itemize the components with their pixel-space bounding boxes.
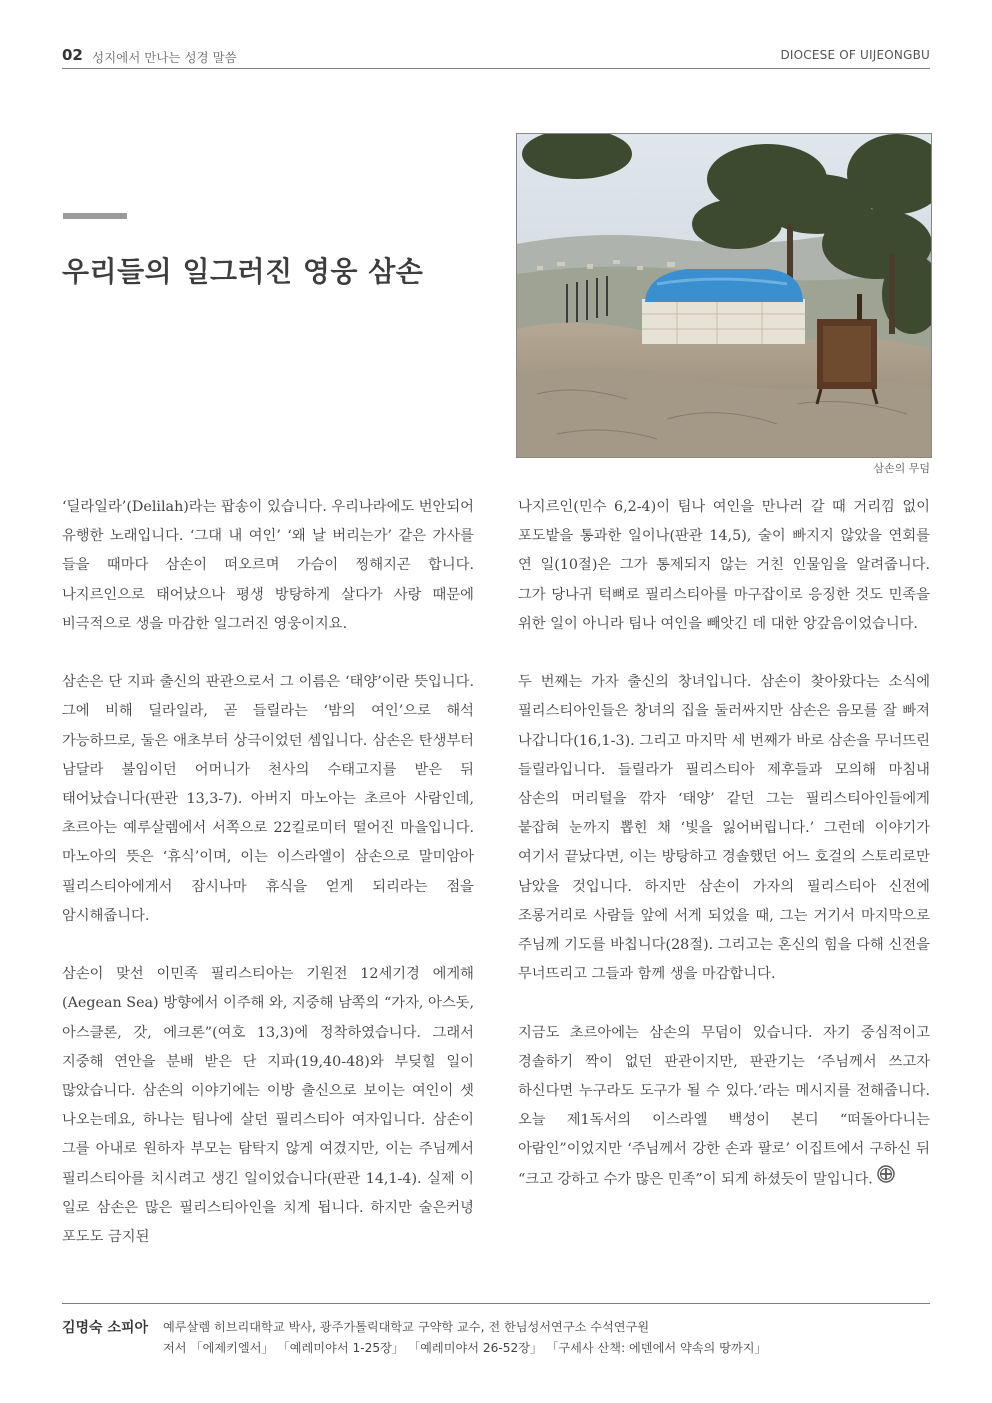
section-title: 성지에서 만나는 성경 말씀 — [92, 50, 237, 65]
paragraph: 삼손이 맞선 이민족 필리스티아는 기원전 12세기경 에게해(Aegean Sea) 방향에서 이주해 와, 지중해 남쪽의 “가자, 아스돗, 아스클론, 갓, 에크론”(여호 13,3)에 정착하였습니다. 그래서 지중해 연안을 분배 받은 단 지파(19,40-48)와 부딪힐 일이 많았습니다. 삼손의 이야기에는 이방 출신으로 보이는 여인이 셋 나오는데요, 하나는 팀나에 살던 필리스티아 여자입니다. 삼손이 그를 아내로 원하자 부모는 탐탁지 않게 여겼지만, 이는 주님께서 필리스티아를 치시려고 생긴 일이었습니다(판관 14,1-4). 실제 이 일로 삼손은 많은 필리스티아인을 치게 됩니다. 하지만 술은커녕 포도도 금지된 — [62, 966, 474, 1246]
page-header — [62, 44, 930, 69]
cross-medallion-icon — [877, 1165, 895, 1194]
paragraph: ‘딜라일라’(Delilah)라는 팝송이 있습니다. 우리나라에도 번안되어 유행한 노래입니다. ‘그대 내 여인’ ‘왜 날 버리는가’ 같은 가사를 들을 때마다 삼손이 떠오르며 가슴이 찡해지곤 합니다. 나지르인으로 태어났으나 평생 방탕하게 살다가 사랑 때문에 비극적으로 생을 마감한 일그러진 영웅이지요. — [62, 499, 474, 632]
page-number: 02 — [62, 46, 83, 64]
author-name: 김명숙 소피아 — [62, 1320, 149, 1336]
paragraph: 삼손은 단 지파 출신의 판관으로서 그 이름은 ‘태양’이란 뜻입니다. 그에 비해 딜라일라, 곧 들릴라는 ‘밤의 여인’으로 해석 가능하므로, 둘은 애초부터 상극이었던 셈입니다. 삼손은 탄생부터 남달라 불임이던 어머니가 천사의 수태고지를 받은 뒤 태어났습니다(판관 13,3-7). 아버지 마노아는 초르아 사람인데, 초르아는 예루살렘에서 서쪽으로 22킬로미터 떨어진 마을입니다. 마노아의 뜻은 ‘휴식’이며, 이는 이스라엘이 삼손으로 말미암아 필리스티아에게서 잠시나마 휴식을 얻게 되리라는 점을 암시해줍니다. — [62, 674, 474, 924]
left-column — [62, 493, 474, 1252]
author-books: 저서 「에제키엘서」 「예레미야서 1-25장」 「예레미야서 26-52장」 「구세사 산책: 에덴에서 약속의 땅까지」 — [163, 1341, 767, 1355]
article-title: 우리들의 일그러진 영웅 삼손 — [62, 255, 424, 288]
paragraph: 나지르인(민수 6,2-4)이 팀나 여인을 만나러 갈 때 거리낌 없이 포도밭을 통과한 일이나(판관 14,5), 술이 빠지지 않았을 연회를 연 일(10절)은 그가 통제되지 않는 거친 인물임을 알려줍니다. 그가 당나귀 턱뼈로 필리스티아를 마구잡이로 응징한 것도 민족을 위한 일이 아니라 팀나 여인을 빼앗긴 데 대한 앙갚음이었습니다. — [518, 499, 930, 632]
tomb-photo-illustration — [517, 134, 931, 457]
publisher-name: DIOCESE OF UIJEONGBU — [780, 48, 930, 62]
title-accent-bar — [63, 213, 127, 219]
photo-caption: 삼손의 무덤 — [873, 462, 930, 475]
author-bio: 예루살렘 히브리대학교 박사, 광주가톨릭대학교 구약학 교수, 전 한님성서연구소 수석연구원 — [163, 1320, 650, 1334]
paragraph-last — [518, 1019, 930, 1195]
paragraph: 두 번째는 가자 출신의 창녀입니다. 삼손이 찾아왔다는 소식에 필리스티아인들은 창녀의 집을 둘러싸지만 삼손은 음모를 잘 빠져 나갑니다(16,1-3). 그리고 마지막 세 번째가 바로 삼손을 무너뜨린 들릴라입니다. 들릴라가 필리스티아 제후들과 모의해 마침내 삼손의 머리털을 깎자 ‘태양’ 같던 그는 필리스티아인들에게 붙잡혀 눈까지 뽑힌 채 ‘빛을 잃어버립니다.’ 그런데 이야기가 여기서 끝났다면, 이는 방탕하고 경솔했던 어느 호걸의 스토리로만 남았을 것입니다. 하지만 삼손이 가자의 필리스티아 신전에 조롱거리로 사람들 앞에 서게 되었을 때, 그는 거기서 마지막으로 주님께 기도를 바칩니다(28절). 그리고는 혼신의 힘을 다해 신전을 무너뜨리고 그들과 함께 생을 마감합니다. — [518, 674, 930, 983]
paragraph-text: 지금도 초르아에는 삼손의 무덤이 있습니다. 자기 중심적이고 경솔하기 짝이 없던 판관이지만, 판관기는 ‘주님께서 쓰고자 하신다면 누구라도 도구가 될 수 있다.’라는 메시지를 전해줍니다. 오늘 제1독서의 이스라엘 백성이 본디 “떠돌아다니는 아람인”이었지만 ‘주님께서 강한 손과 팔로’ 이집트에서 구하신 뒤 “크고 강하고 수가 많은 민족”이 되게 하셨듯이 말입니다. — [518, 1024, 930, 1188]
right-column — [518, 493, 930, 1194]
author-footer — [62, 1303, 930, 1355]
tomb-photo — [516, 133, 932, 458]
